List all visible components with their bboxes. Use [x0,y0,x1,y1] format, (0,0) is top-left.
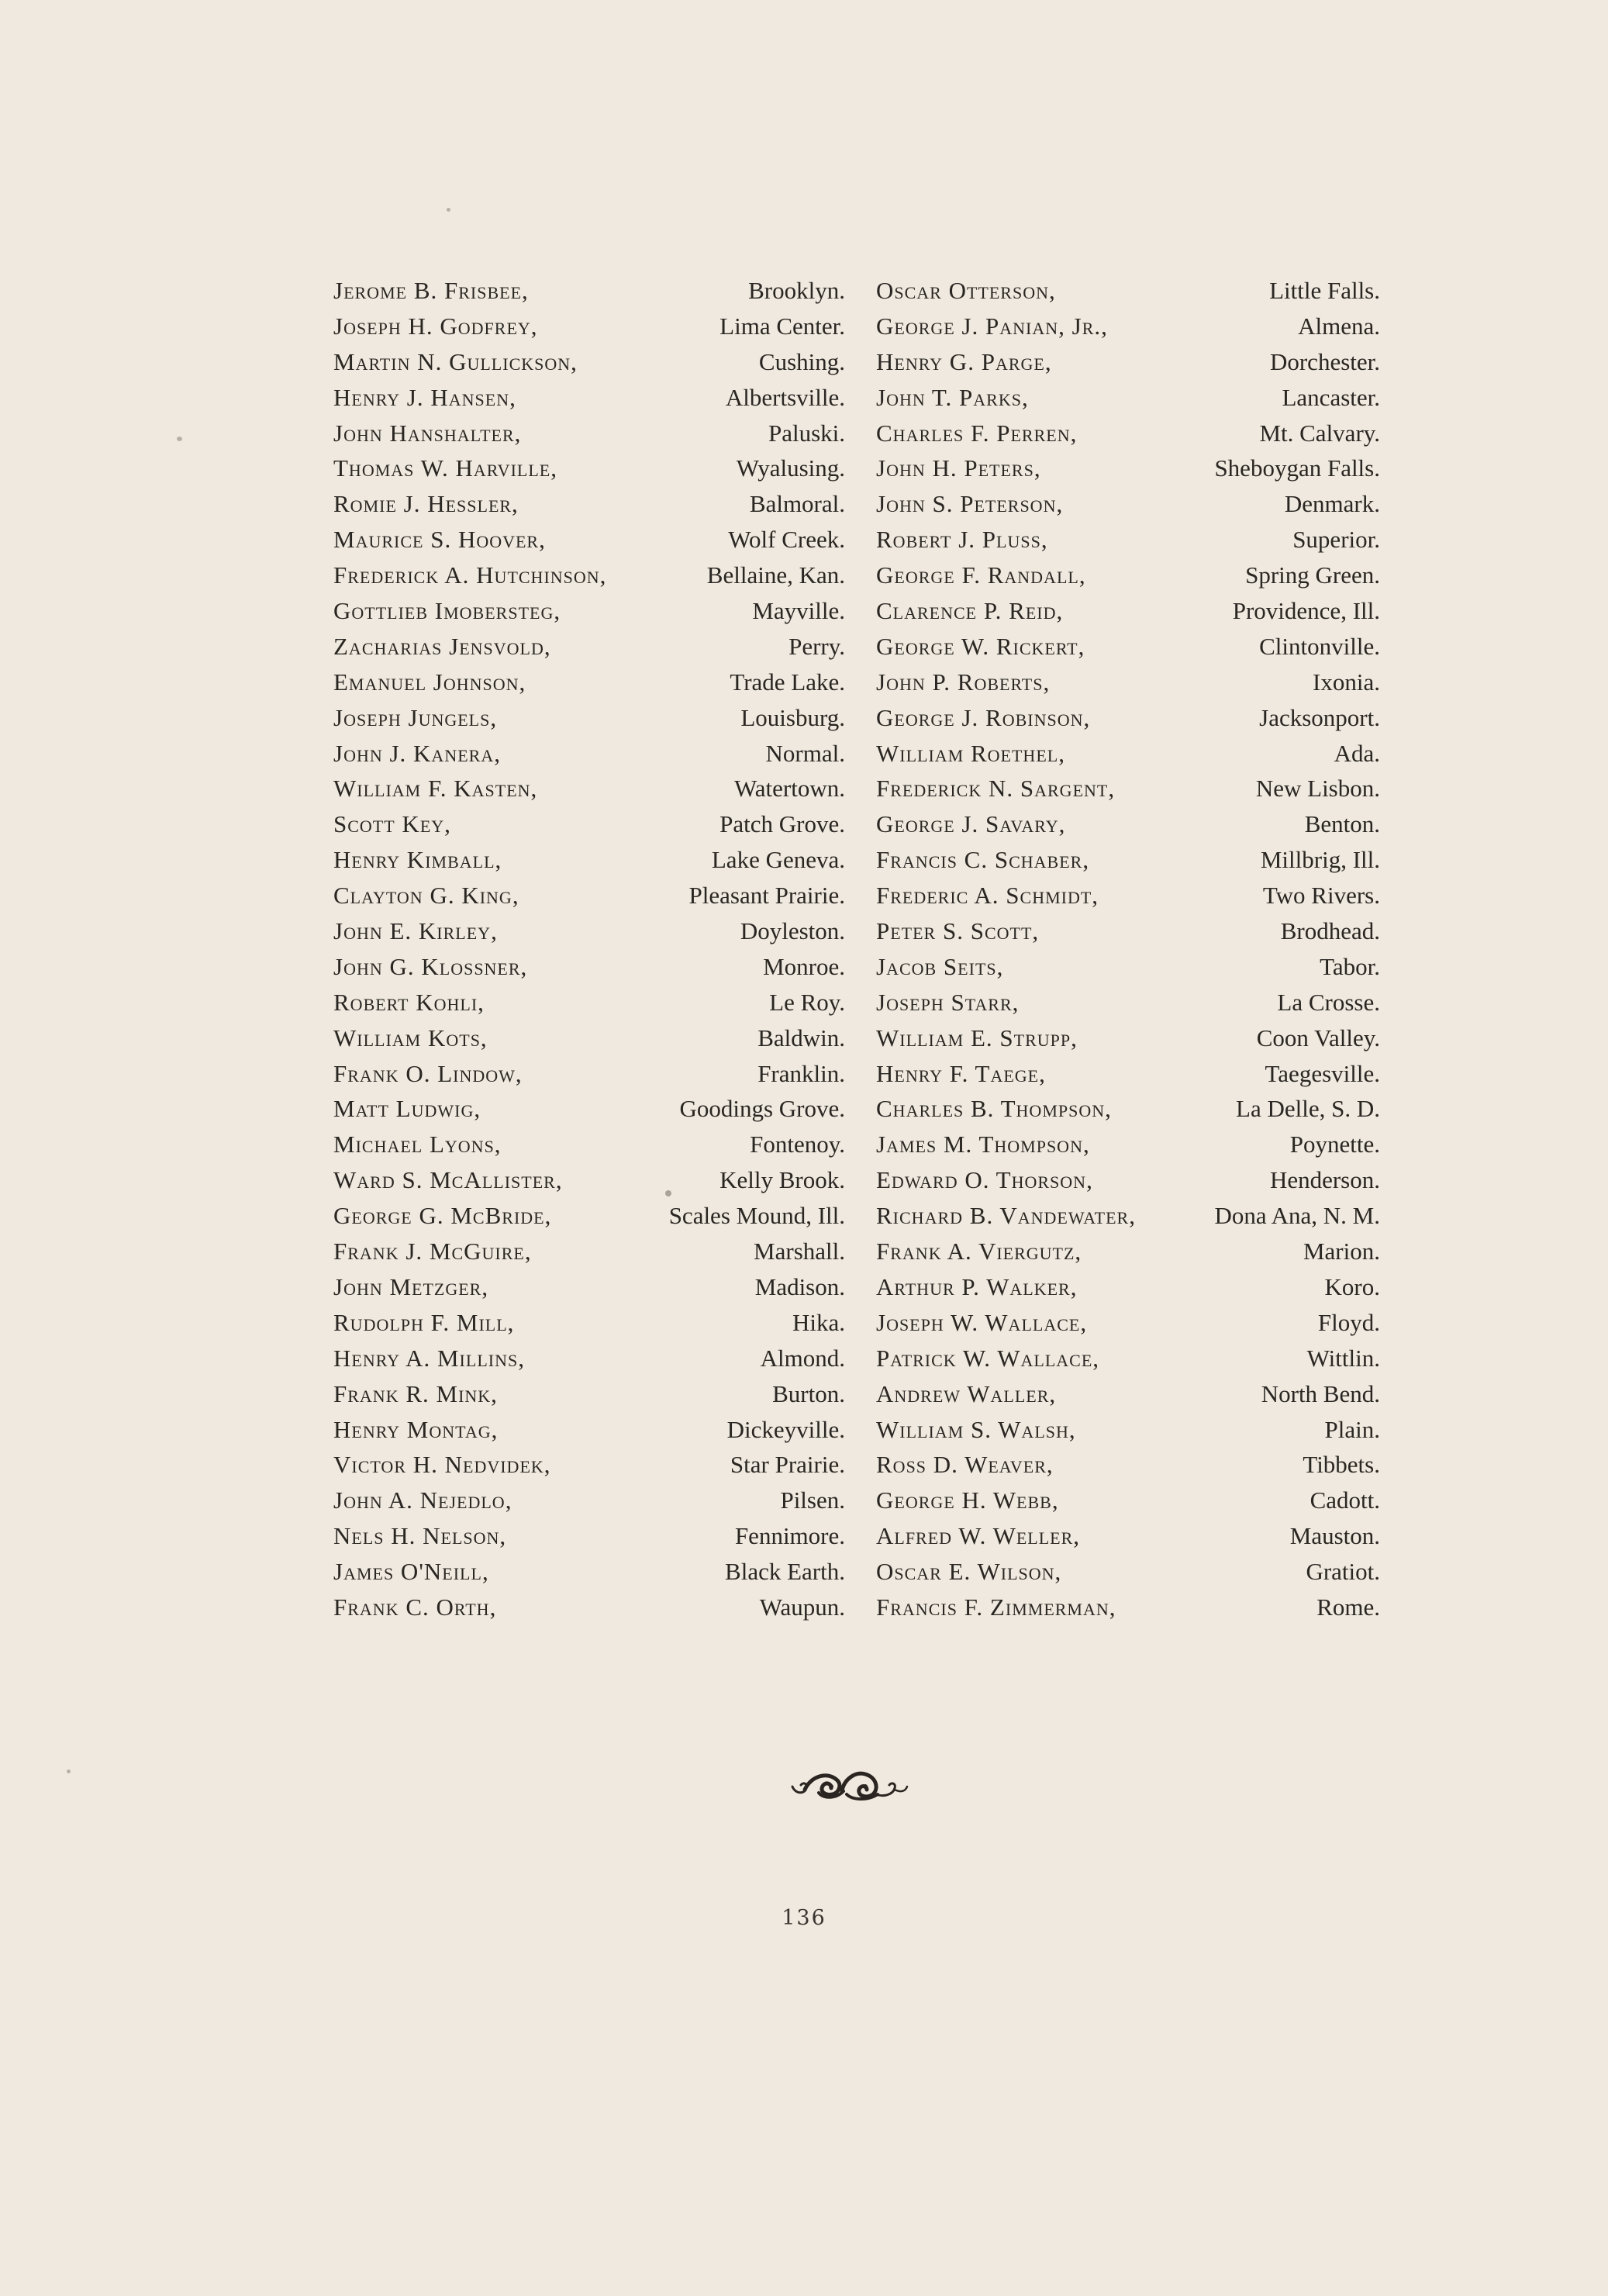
hometown: North Bend. [1261,1379,1380,1407]
hometown: Doyleston. [740,917,845,945]
roster-entry [876,771,1380,806]
person-name: Andrew Waller, [876,1379,1057,1407]
person-name: Ward S. McAllister, [333,1166,563,1194]
roster-entry [876,1269,1380,1305]
hometown: Scales Mound, Ill. [668,1202,845,1230]
roster-entry [876,949,1380,985]
person-name: Henry A. Millins, [333,1344,525,1372]
hometown: Mauston. [1289,1522,1380,1550]
hometown: Goodings Grove. [679,1095,845,1123]
hometown: Paluski. [768,419,845,447]
hometown: Two Rivers. [1262,882,1380,910]
hometown: Fennimore. [734,1522,845,1550]
hometown: Taegesville. [1265,1059,1380,1087]
left-column [333,273,845,1625]
hometown: Gratiot. [1306,1558,1380,1586]
hometown: Denmark. [1284,490,1380,518]
roster-entry [333,1198,845,1234]
roster-columns [333,273,1380,1625]
hometown: Mayville. [752,597,845,625]
hometown: Louisburg. [740,703,845,731]
person-name: William Roethel, [876,739,1065,767]
person-name: William S. Walsh, [876,1415,1076,1443]
hometown: Franklin. [757,1059,845,1087]
roster-entry [876,878,1380,913]
person-name: Frederic A. Schmidt, [876,882,1099,910]
person-name: William Kots, [333,1024,488,1051]
hometown: Wolf Creek. [728,526,845,554]
hometown: Superior. [1292,526,1380,554]
roster-entry [333,985,845,1020]
roster-entry [876,1590,1380,1625]
person-name: Martin N. Gullickson, [333,347,578,375]
hometown: Brooklyn. [748,277,845,304]
roster-entry [876,1412,1380,1448]
person-name: Maurice S. Hoover, [333,526,546,554]
page-number: 136 [782,1906,826,1930]
floral-ornament-icon [788,1760,912,1807]
hometown: Dickeyville. [726,1415,845,1443]
person-name: George J. Panian, Jr., [876,312,1108,340]
roster-entry [333,1341,845,1376]
hometown: Ixonia. [1313,668,1380,696]
hometown: Pleasant Prairie. [688,882,845,910]
person-name: Gottlieb Imobersteg, [333,597,561,625]
roster-entry [876,665,1380,700]
person-name: William F. Kasten, [333,775,538,803]
roster-entry [333,771,845,806]
hometown: Monroe. [763,952,845,980]
roster-entry [876,985,1380,1020]
roster-entry [333,806,845,842]
roster-entry [876,1091,1380,1127]
hometown: Fontenoy. [750,1131,845,1158]
roster-entry [876,736,1380,772]
roster-entry [876,1518,1380,1554]
hometown: Lake Geneva. [711,846,845,874]
person-name: George W. Rickert, [876,632,1085,660]
person-name: John Hanshalter, [333,419,522,447]
person-name: Scott Key, [333,810,451,838]
hometown: Hika. [792,1308,845,1336]
hometown: Burton. [772,1379,845,1407]
hometown: Almond. [760,1344,845,1372]
hometown: Almena. [1298,312,1380,340]
hometown: Kelly Brook. [719,1166,845,1194]
person-name: Emanuel Johnson, [333,668,526,696]
person-name: Patrick W. Wallace, [876,1344,1100,1372]
roster-entry [333,736,845,772]
person-name: Frank O. Lindow, [333,1059,523,1087]
person-name: Edward O. Thorson, [876,1166,1093,1194]
roster-entry [876,486,1380,522]
roster-entry [876,344,1380,380]
roster-entry [876,558,1380,593]
roster-entry [333,665,845,700]
roster-entry [876,806,1380,842]
person-name: John T. Parks, [876,383,1029,411]
person-name: William E. Strupp, [876,1024,1078,1051]
person-name: Nels H. Nelson, [333,1522,507,1550]
hometown: Trade Lake. [730,668,845,696]
person-name: George F. Randall, [876,561,1086,589]
hometown: Star Prairie. [730,1451,845,1479]
person-name: Frank A. Viergutz, [876,1238,1082,1265]
person-name: Clayton G. King, [333,882,519,910]
roster-entry [876,1376,1380,1412]
roster-entry [333,273,845,309]
roster-entry [333,1234,845,1269]
person-name: Matt Ludwig, [333,1095,481,1123]
roster-entry [333,344,845,380]
roster-entry [876,629,1380,665]
person-name: John A. Nejedlo, [333,1486,512,1514]
hometown: Balmoral. [749,490,845,518]
person-name: Henry J. Hansen, [333,383,516,411]
hometown: La Delle, S. D. [1236,1095,1380,1123]
person-name: Ross D. Weaver, [876,1451,1054,1479]
roster-entry [333,913,845,949]
roster-entry [876,1447,1380,1483]
person-name: Clarence P. Reid, [876,597,1064,625]
person-name: Henry Montag, [333,1415,499,1443]
person-name: Jacob Seits, [876,952,1004,980]
hometown: Jacksonport. [1259,703,1380,731]
person-name: Charles F. Perren, [876,419,1078,447]
roster-entry [333,1020,845,1056]
person-name: John P. Roberts, [876,668,1051,696]
person-name: Joseph Jungels, [333,703,498,731]
person-name: Richard B. Vandewater, [876,1202,1136,1230]
roster-entry [876,842,1380,878]
roster-entry [333,949,845,985]
roster-entry [876,1305,1380,1341]
roster-entry [333,1091,845,1127]
person-name: James M. Thompson, [876,1131,1090,1158]
roster-entry [333,1127,845,1162]
roster-entry [333,1305,845,1341]
right-column [876,273,1380,1625]
roster-entry [876,522,1380,558]
roster-entry [333,1447,845,1483]
hometown: Lancaster. [1282,383,1380,411]
person-name: John S. Peterson, [876,490,1064,518]
hometown: Madison. [754,1272,845,1300]
paper-speck [67,1769,71,1773]
hometown: Dorchester. [1269,347,1380,375]
hometown: Rome. [1316,1593,1380,1621]
person-name: Robert J. Pluss, [876,526,1048,554]
hometown: Cushing. [758,347,845,375]
hometown: Marion. [1303,1238,1380,1265]
hometown: Little Falls. [1269,277,1380,304]
roster-entry [333,842,845,878]
hometown: La Crosse. [1277,988,1380,1016]
roster-entry [333,1269,845,1305]
roster-entry [333,593,845,629]
roster-entry [333,1412,845,1448]
person-name: Jerome B. Frisbee, [333,277,529,304]
person-name: John Metzger, [333,1272,489,1300]
roster-entry [876,1056,1380,1092]
hometown: Dona Ana, N. M. [1214,1202,1380,1230]
hometown: Coon Valley. [1256,1024,1380,1051]
hometown: Mt. Calvary. [1259,419,1380,447]
person-name: George J. Savary, [876,810,1066,838]
hometown: Millbrig, Ill. [1260,846,1380,874]
person-name: John G. Klossner, [333,952,528,980]
roster-entry [876,1020,1380,1056]
person-name: Frank R. Mink, [333,1379,498,1407]
hometown: Koro. [1324,1272,1380,1300]
person-name: Peter S. Scott, [876,917,1040,945]
hometown: Waupun. [759,1593,845,1621]
person-name: Frederick N. Sargent, [876,775,1116,803]
roster-entry [876,1234,1380,1269]
person-name: Henry Kimball, [333,846,502,874]
person-name: Arthur P. Walker, [876,1272,1078,1300]
person-name: Henry F. Taege, [876,1059,1046,1087]
person-name: Francis C. Schaber, [876,846,1090,874]
hometown: Watertown. [734,775,845,803]
hometown: Ada. [1334,739,1380,767]
person-name: John J. Kanera, [333,739,501,767]
person-name: Joseph W. Wallace, [876,1308,1088,1336]
person-name: Frank C. Orth, [333,1593,497,1621]
roster-entry [876,1198,1380,1234]
roster-entry [333,380,845,416]
roster-entry [333,1376,845,1412]
roster-entry [333,522,845,558]
roster-entry [876,1127,1380,1162]
hometown: Tabor. [1320,952,1380,980]
hometown: Cadott. [1310,1486,1380,1514]
person-name: Zacharias Jensvold, [333,632,551,660]
roster-entry [876,309,1380,344]
roster-entry [876,273,1380,309]
person-name: George J. Robinson, [876,703,1091,731]
person-name: Francis F. Zimmerman, [876,1593,1116,1621]
roster-entry [333,1518,845,1554]
roster-entry [333,486,845,522]
person-name: Michael Lyons, [333,1131,502,1158]
hometown: Wittlin. [1306,1344,1380,1372]
roster-entry [333,1590,845,1625]
hometown: Albertsville. [725,383,845,411]
roster-entry [876,1554,1380,1590]
roster-entry [876,1483,1380,1518]
person-name: Robert Kohli, [333,988,485,1016]
person-name: Rudolph F. Mill, [333,1308,515,1336]
roster-entry [333,1554,845,1590]
hometown: New Lisbon. [1255,775,1380,803]
person-name: Alfred W. Weller, [876,1522,1081,1550]
roster-entry [876,416,1380,451]
person-name: Joseph Starr, [876,988,1020,1016]
hometown: Clintonville. [1259,632,1380,660]
hometown: Le Roy. [769,988,845,1016]
person-name: Frederick A. Hutchinson, [333,561,607,589]
person-name: Joseph H. Godfrey, [333,312,538,340]
hometown: Patch Grove. [719,810,845,838]
roster-entry [333,451,845,486]
roster-entry [876,380,1380,416]
hometown: Tibbets. [1303,1451,1380,1479]
hometown: Wyalusing. [736,454,845,482]
hometown: Brodhead. [1280,917,1380,945]
hometown: Bellaine, Kan. [706,561,845,589]
hometown: Normal. [765,739,845,767]
roster-entry [333,1162,845,1198]
hometown: Pilsen. [780,1486,845,1514]
hometown: Sheboygan Falls. [1214,454,1380,482]
person-name: George H. Webb, [876,1486,1059,1514]
hometown: Black Earth. [725,1558,845,1586]
roster-entry [333,1056,845,1092]
roster-entry [333,309,845,344]
hometown: Lima Center. [719,312,845,340]
roster-entry [876,593,1380,629]
hometown: Marshall. [754,1238,845,1265]
roster-entry [876,1162,1380,1198]
roster-entry [333,416,845,451]
roster-entry [333,558,845,593]
paper-speck [447,208,450,212]
hometown: Providence, Ill. [1232,597,1380,625]
hometown: Floyd. [1317,1308,1380,1336]
roster-entry [333,629,845,665]
roster-entry [876,913,1380,949]
roster-entry [876,451,1380,486]
hometown: Benton. [1304,810,1380,838]
person-name: Victor H. Nedvidek, [333,1451,551,1479]
person-name: George G. McBride, [333,1202,552,1230]
person-name: Charles B. Thompson, [876,1095,1112,1123]
person-name: James O'Neill, [333,1558,489,1586]
roster-entry [333,878,845,913]
person-name: Oscar E. Wilson, [876,1558,1062,1586]
person-name: Henry G. Parge, [876,347,1052,375]
person-name: Oscar Otterson, [876,277,1056,304]
hometown: Plain. [1324,1415,1380,1443]
person-name: Romie J. Hessler, [333,490,519,518]
hometown: Perry. [788,632,845,660]
hometown: Spring Green. [1245,561,1380,589]
hometown: Henderson. [1269,1166,1380,1194]
person-name: John E. Kirley, [333,917,498,945]
person-name: Thomas W. Harville, [333,454,557,482]
person-name: John H. Peters, [876,454,1041,482]
hometown: Baldwin. [757,1024,845,1051]
roster-entry [876,1341,1380,1376]
roster-entry [333,1483,845,1518]
paper-speck [177,437,182,441]
hometown: Poynette. [1289,1131,1380,1158]
roster-entry [333,700,845,736]
roster-entry [876,700,1380,736]
person-name: Frank J. McGuire, [333,1238,532,1265]
